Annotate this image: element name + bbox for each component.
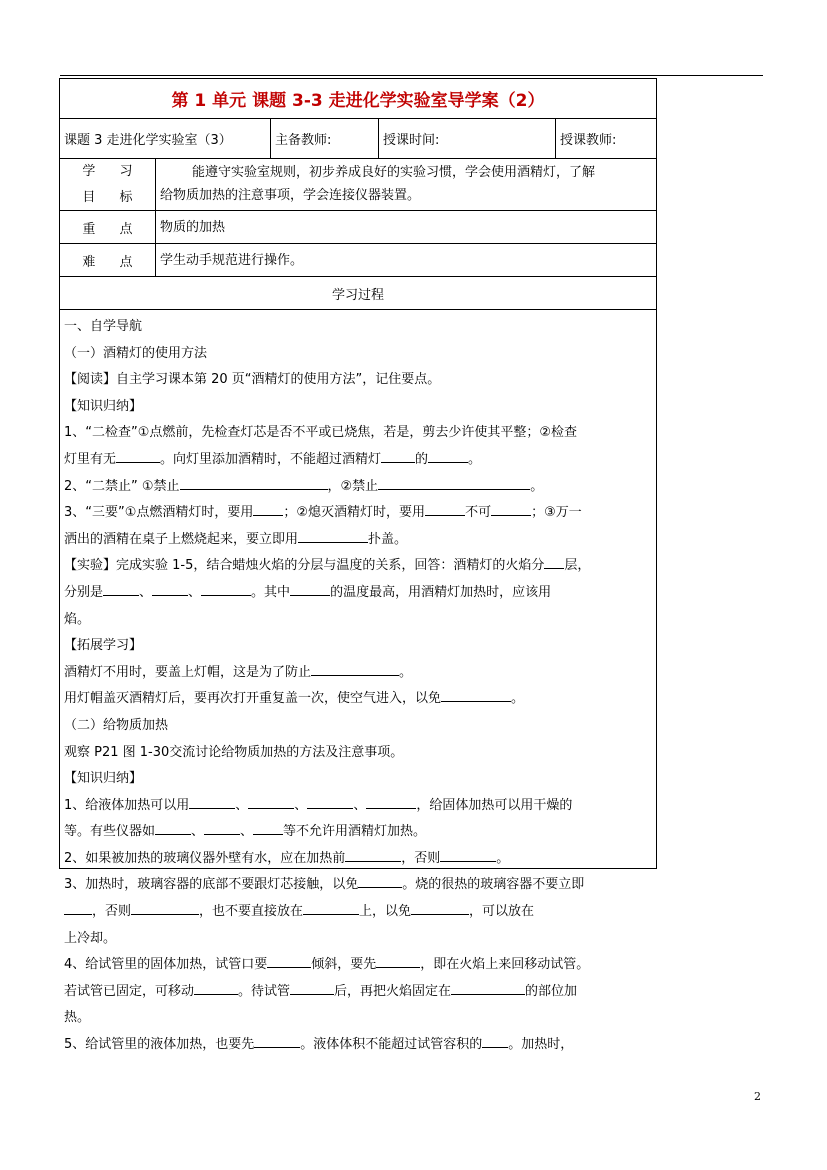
line-12: 酒精灯不用时，要盖上灯帽，这是为了防止 。	[64, 660, 652, 687]
line-6: 3、“三要”①点燃酒精灯时，要用 ；②熄灭酒精灯时，要用 不可 ；③万一	[64, 500, 652, 527]
line-4b: 灯里有无 。向灯里添加酒精时，不能超过酒精灯 的 。	[64, 447, 652, 474]
line-25: 热。	[64, 1010, 91, 1026]
line-4: 1、“二检查”①点燃前，先检查灯芯是否不平或已烧焦，若是，剪去少许使其平整；②检查	[64, 425, 578, 441]
line-23: 4、给试管里的固体加热，试管口要 倾斜，要先 ，即在火焰上来回移动试管。	[64, 952, 652, 979]
line-21: ，否则 ，也不要直接放在 上，以免 ，可以放在	[64, 899, 652, 926]
line-9: 分别是 、 、 。其中 的温度最高，用酒精灯加热时，应该用	[64, 580, 652, 607]
goals-row	[60, 159, 656, 211]
line-18: 等。有些仪器如 、 、 等不允许用酒精灯加热。	[64, 819, 652, 846]
line-7: 洒出的酒精在桌子上燃烧起来，要立即用 扑盖。	[64, 527, 652, 554]
line-8: 【实验】完成实验 1-5，结合蜡烛火焰的分层与温度的关系，回答：酒精灯的火焰分 层，	[64, 553, 652, 580]
difficulty-text: 学生动手规范进行操作。	[160, 253, 304, 268]
line-15: 观察 P21 图 1-30交流讨论给物质加热的方法及注意事项。	[64, 744, 404, 760]
goals-label	[60, 159, 156, 210]
doc-title: 第 1 单元 课题 3-3 走进化学实验室导学案（2）	[60, 79, 656, 119]
goals-line-2: 给物质加热的注意事项，学会连接仪器装置。	[160, 188, 421, 203]
difficulty-label: 难 点	[60, 244, 156, 276]
line-13: 用灯帽盖灭酒精灯后，要再次打开重复盖一次，使空气进入，以免 。	[64, 686, 652, 713]
line-26: 5、给试管里的液体加热，也要先 。液体体积不能超过试管容积的 。加热时，	[64, 1032, 652, 1059]
line-5: 2、“二禁止” ①禁止 ，②禁止 。	[64, 474, 652, 501]
line-11: 【拓展学习】	[64, 638, 143, 654]
info-row	[60, 119, 656, 159]
line-10: 焰。	[64, 611, 91, 627]
line-20: 3、加热时，玻璃容器的底部不要跟灯芯接触，以免 。烧的很热的玻璃容器不要立即	[64, 872, 652, 899]
lesson-time-cell: 授课时间:	[379, 119, 556, 158]
process-title: 学习过程	[60, 277, 656, 310]
line-16: 【知识归纳】	[64, 771, 143, 787]
topic-cell: 课题 3 走进化学实验室（3）	[60, 119, 271, 158]
line-2: 【阅读】自主学习课本第 20 页“酒精灯的使用方法”，记住要点。	[64, 372, 441, 388]
worksheet-table	[59, 78, 657, 1053]
teacher-cell: 授课教师:	[560, 133, 617, 148]
lead-teacher-cell: 主备教师:	[271, 119, 379, 158]
focus-row	[60, 211, 656, 244]
difficulty-row	[60, 244, 656, 277]
focus-text: 物质的加热	[160, 220, 226, 235]
goals-line-1: 能遵守实验室规则，初步养成良好的实验习惯，学会使用酒精灯，了解	[192, 165, 596, 180]
goals-label-2: 目 标	[82, 189, 143, 205]
line-19: 2、如果被加热的玻璃仪器外壁有水，应在加热前 ，否则 。	[64, 846, 652, 873]
line-0: 一、自学导航	[64, 319, 143, 334]
process-body	[60, 310, 656, 1053]
line-24: 若试管已固定，可移动 。待试管 后，再把火焰固定在 的部位加	[64, 979, 652, 1006]
line-17: 1、给液体加热可以用 、 、 、 ，给固体加热可以用干燥的	[64, 793, 652, 820]
top-rule	[60, 75, 763, 76]
goals-text	[156, 159, 656, 210]
line-22: 上冷却。	[64, 930, 117, 946]
page-number: 2	[754, 1090, 761, 1103]
line-1: （一）酒精灯的使用方法	[64, 345, 208, 361]
focus-label: 重 点	[60, 211, 156, 243]
line-3: 【知识归纳】	[64, 398, 143, 414]
line-14: （二）给物质加热	[64, 717, 169, 733]
goals-label-1: 学 习	[82, 163, 143, 179]
